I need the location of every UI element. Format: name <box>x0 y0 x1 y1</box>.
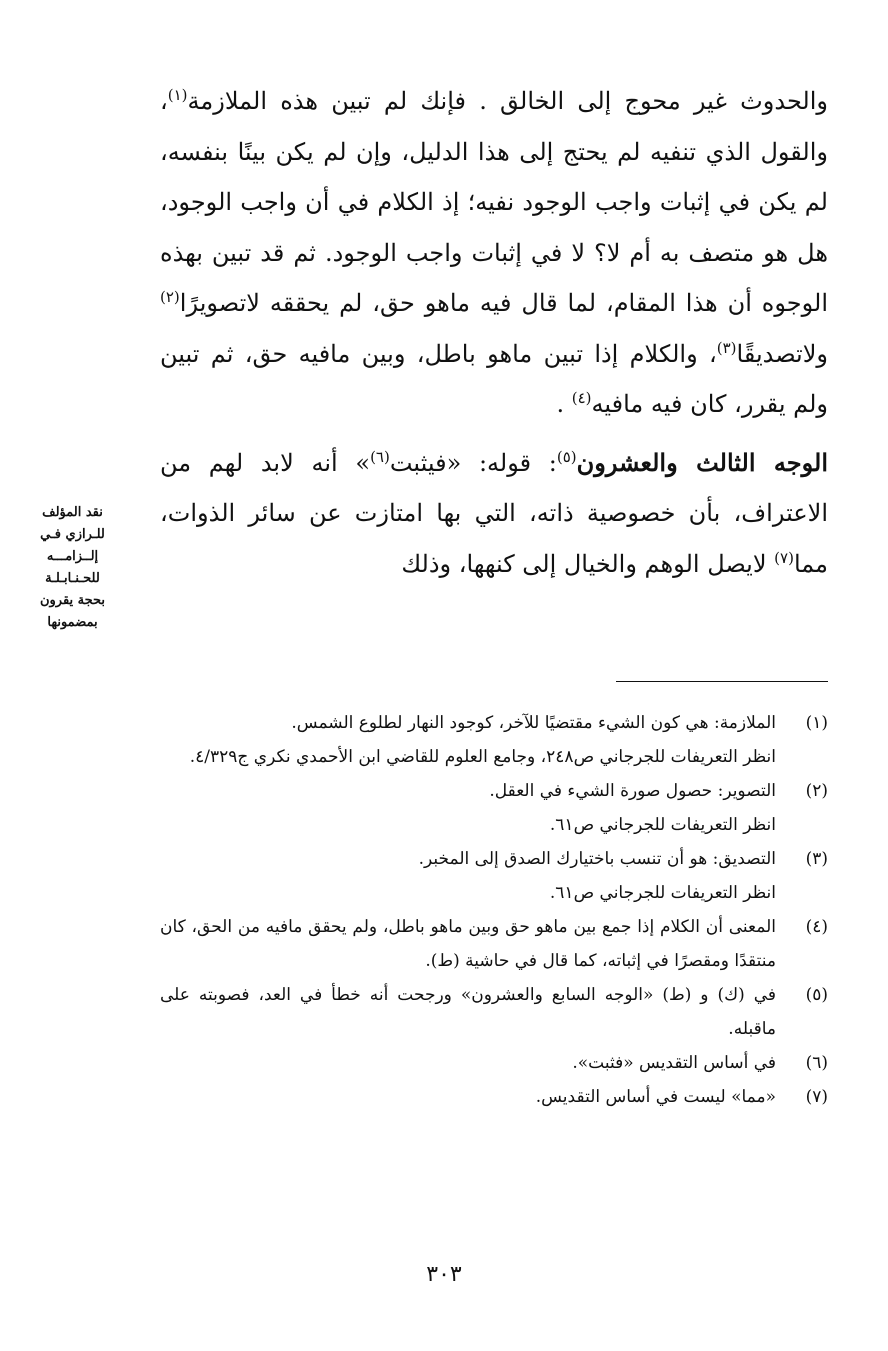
margin-note-line: للـرازي فـي <box>40 527 105 542</box>
footnote-text: الملازمة: هي كون الشيء مقتضيًا للآخر، كوجود النهار لطلوع الشمس. انظر التعريفات للجرجاني ص٢٤٨، وجامع العلوم للقاضي ابن الأحمدي نكري ج٤/٣٢٩. <box>189 713 776 767</box>
footnote-divider <box>616 681 828 682</box>
footnote-text: المعنى أن الكلام إذا جمع بين ماهو حق وبين ماهو باطل، ولم يحقق مافيه من الحق، كان منتقدًا ومقصرًا في إثباته، كما قال في حاشية (ط). <box>160 917 776 971</box>
footnote-number: (٧) <box>805 1087 828 1107</box>
margin-note-line: بمضمونها <box>47 615 98 630</box>
footnote-number: (٣) <box>805 849 828 869</box>
footnote-7 <box>160 1080 828 1114</box>
footnote-ref-5[interactable]: (٥) <box>556 447 577 466</box>
footnote-text: «مما» ليست في أساس التقديس. <box>535 1087 776 1107</box>
footnote-text: التصوير: حصول صورة الشيء في العقل. انظر التعريفات للجرجاني ص٦١. <box>489 781 776 835</box>
footnote-ref-3[interactable]: (٣) <box>716 338 737 357</box>
margin-note-line: نقد المؤلف <box>42 505 103 520</box>
footnote-ref-2[interactable]: (٢) <box>160 288 180 306</box>
footnote-2 <box>160 774 828 842</box>
footnote-number: (١) <box>805 713 828 733</box>
footnote-3 <box>160 842 828 910</box>
footnote-5 <box>160 978 828 1046</box>
margin-note-line: للحـنـابـلـة <box>45 571 100 586</box>
margin-note-line: إلــزامـــه <box>46 549 99 564</box>
paragraph-2: الوجه الثالث والعشرون$^{(٥)}$: قوله: «فيثبت$^{(٦)}$» أنه لابد لهم من الاعتراف، بأن خصوصية ذاته، التي بها امتازت عن سائر الذوات، مما$^{(٧)}$ لايصل الوهم والخيال إلى كنهها، وذلك <box>160 447 828 578</box>
footnote-ref-7[interactable]: (٧) <box>774 548 794 567</box>
main-text <box>160 76 828 589</box>
footnote-ref-4[interactable]: (٤) <box>571 389 592 407</box>
margin-note <box>20 502 125 634</box>
footnote-number: (٤) <box>805 917 828 937</box>
footnote-text: في (ك) و (ط) «الوجه السابع والعشرون» ورجحت أنه خطأ في العد، فصوبته على ماقبله. <box>160 985 776 1039</box>
footnote-1 <box>160 706 828 774</box>
footnote-text: التصديق: هو أن تنسب باختيارك الصدق إلى المخبر. انظر التعريفات للجرجاني ص٦١. <box>418 849 776 903</box>
page-number: ٣٠٣ <box>426 1262 462 1287</box>
footnote-number: (٢) <box>805 781 828 801</box>
footnote-number: (٥) <box>805 985 828 1005</box>
footnote-ref-1[interactable]: (١) <box>167 86 188 104</box>
footnote-ref-6[interactable]: (٦) <box>370 447 390 466</box>
footnote-4 <box>160 910 828 978</box>
paragraph-1: والحدوث غير محوج إلى الخالق . فإنك لم تبين هذه الملازمة$^{(١)}$، والقول الذي تنفيه لم يحتج إلى هذا الدليل، وإن لم يكن بينًا بنفسه، لم يكن في إثبات واجب الوجود نفيه؛ إذ الكلام في أن واجب الوجود، هل هو متصف به أم لا؟ لا في إثبات واجب الوجود. ثم قد تبين بهذه الوجوه أن هذا المقام، لما قال فيه ماهو حق، لم يحققه لاتصويرًا$^{(٢)}$ ولاتصديقًا$^{(٣)}$، والكلام إذا تبين ماهو باطل، وبين مافيه حق، ثم تبين ولم يقرر، كان فيه مافيه$^{(٤)}$ . <box>160 86 828 418</box>
footnote-text: في أساس التقديس «فثبت». <box>572 1053 776 1073</box>
footnote-6 <box>160 1046 828 1080</box>
footnotes <box>160 706 828 1114</box>
margin-note-line: بحجة يقرون <box>39 593 106 608</box>
footnote-number: (٦) <box>805 1053 828 1073</box>
section-heading: الوجه الثالث والعشرون <box>576 447 828 477</box>
